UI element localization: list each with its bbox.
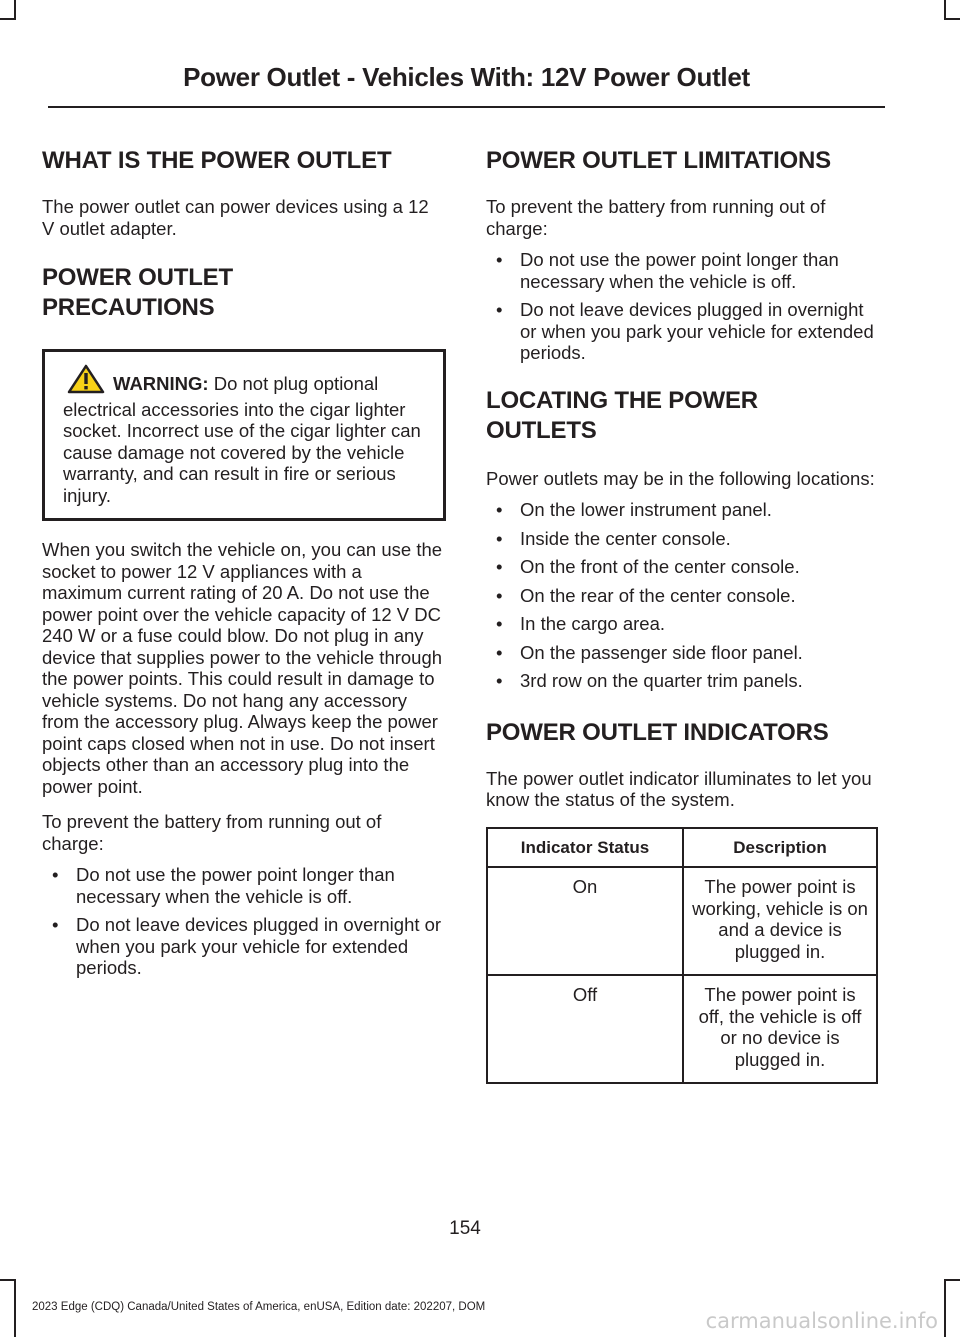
bullet-mark: •: [496, 299, 503, 320]
page-number: 154: [449, 1218, 481, 1239]
list-item-text: In the cargo area.: [520, 613, 666, 634]
warning-box: [42, 349, 446, 521]
column-header-status: Indicator Status: [487, 828, 683, 868]
table-cell-status: On: [487, 867, 683, 975]
list-item: [486, 299, 880, 364]
list-item: [486, 499, 880, 521]
list-item-text: Do not leave devices plugged in overnight or when you park your vehicle for extended periods.: [520, 299, 874, 363]
list-item-text: On the lower instrument panel.: [520, 499, 772, 520]
list-item-text: On the rear of the center console.: [520, 584, 796, 606]
bullet-list-limitations: [486, 249, 880, 364]
table-cell-description: The power point is working, vehicle is on and a device is plugged in.: [683, 867, 877, 975]
left-column: [42, 146, 446, 1001]
crop-mark: [946, 1279, 960, 1281]
warning-label: WARNING:: [113, 373, 209, 394]
paragraph-indicators: The power outlet indicator illuminates to let you know the status of the system.: [486, 767, 872, 810]
bullet-mark: •: [496, 527, 503, 549]
section-heading-locating: [486, 386, 880, 446]
heading-line: POWER OUTLET: [42, 264, 233, 291]
table-row: [487, 867, 877, 975]
list-item-text: Do not leave devices plugged in overnight or when you park your vehicle for extended periods.: [76, 914, 442, 978]
list-item: [486, 670, 880, 692]
paragraph-prevent-battery: To prevent the battery from running out of charge:: [42, 811, 382, 854]
crop-mark: [944, 0, 946, 20]
list-item-text: Do not use the power point longer than necessary when the vehicle is off.: [76, 864, 395, 907]
warning-triangle-icon: [67, 364, 105, 399]
list-item-text: Do not use the power point longer than necessary when the vehicle is off.: [520, 249, 839, 292]
footer-edition-text: 2023 Edge (CDQ) Canada/United States of America, enUSA, Edition date: 202207, DOM: [32, 1301, 486, 1313]
list-item-text: Inside the center console.: [520, 527, 731, 549]
paragraph-prevent-battery: To prevent the battery from running out of charge:: [486, 196, 826, 239]
list-item: [42, 914, 446, 979]
bullet-mark: •: [496, 584, 503, 606]
crop-mark: [946, 18, 960, 20]
page-header-title: Power Outlet - Vehicles With: 12V Power Outlet: [183, 62, 750, 92]
bullet-mark: •: [496, 499, 503, 520]
table-header-row: [487, 828, 877, 868]
list-item-text: 3rd row on the quarter trim panels.: [520, 670, 803, 691]
crop-mark: [944, 1279, 946, 1337]
crop-mark: [0, 1279, 14, 1281]
list-item: [486, 556, 880, 578]
bullet-list-locations: [486, 499, 880, 692]
paragraph-switch-on: When you switch the vehicle on, you can use the socket to power 12 V appliances with a maximum current rating of 20 A. Do not use the power point over the vehicle capacity of 12 V DC 240 W or a fuse could blow. Do not plug in any device that supplies power to the vehicle through the power points. This could result in damage to vehicle systems. Do not hang any accessory from the accessory plug. Always keep the power point caps closed when not in use. Do not insert objects other than an accessory plug into the power point.: [42, 539, 443, 797]
paragraph-locations: Power outlets may be in the following locations:: [486, 467, 875, 489]
section-heading-what-is: WHAT IS THE POWER OUTLET: [42, 147, 392, 174]
indicator-table: [486, 827, 878, 1085]
bullet-mark: •: [52, 864, 59, 885]
bullet-list-battery: [42, 864, 446, 979]
list-item: [486, 613, 880, 635]
bullet-mark: •: [496, 670, 503, 691]
bullet-mark: •: [496, 556, 503, 577]
section-heading-limitations: POWER OUTLET LIMITATIONS: [486, 147, 831, 174]
table-cell-status: Off: [487, 975, 683, 1083]
table-cell-description: The power point is off, the vehicle is off or no device is plugged in.: [683, 975, 877, 1083]
list-item-text: On the passenger side floor panel.: [520, 641, 803, 663]
list-item: [486, 528, 880, 550]
bullet-mark: •: [496, 249, 503, 270]
right-column: [486, 146, 880, 1084]
warning-text: Do not plug optional electrical accessories into the cigar lighter socket. Incorrect use of the cigar lighter can cause damage not covered by the vehicle warranty, and can result in fire or serious injury.: [63, 373, 421, 506]
list-item: [42, 864, 446, 907]
list-item: [486, 585, 880, 607]
crop-mark: [0, 18, 14, 20]
heading-line: LOCATING THE POWER: [486, 386, 758, 414]
table-row: [487, 975, 877, 1083]
section-heading-precautions: [42, 263, 446, 323]
list-item: [486, 642, 880, 664]
section-heading-indicators: POWER OUTLET INDICATORS: [486, 718, 829, 746]
list-item: [486, 249, 880, 292]
bullet-mark: •: [52, 914, 59, 935]
list-item-text: On the front of the center console.: [520, 556, 800, 577]
heading-line: PRECAUTIONS: [42, 294, 215, 321]
header-divider: [48, 106, 885, 108]
heading-line: OUTLETS: [486, 416, 597, 444]
paragraph-what-is: The power outlet can power devices using a 12 V outlet adapter.: [42, 196, 429, 239]
watermark: carmanualsonline.info: [705, 1309, 938, 1333]
column-header-description: Description: [683, 828, 877, 868]
bullet-mark: •: [496, 613, 503, 634]
crop-mark: [14, 1279, 16, 1337]
bullet-mark: •: [496, 641, 503, 663]
crop-mark: [14, 0, 16, 20]
